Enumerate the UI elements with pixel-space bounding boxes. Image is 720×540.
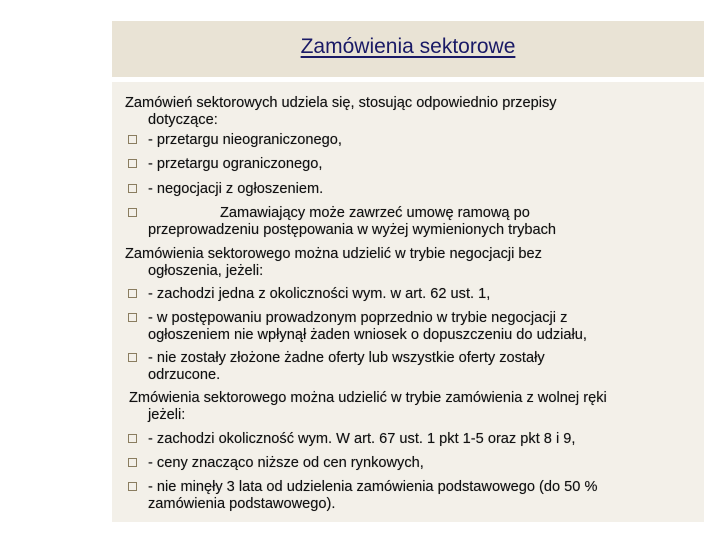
text-line: Zamawiający może zawrzeć umowę ramową po bbox=[220, 205, 530, 221]
square-bullet-icon bbox=[128, 155, 140, 167]
text-line: zamówienia podstawowego). bbox=[148, 496, 336, 512]
text-line: - zachodzi jedna z okoliczności wym. w art. 62 ust. 1, bbox=[148, 286, 491, 302]
text-line: Zmówienia sektorowego można udzielić w trybie zamówienia z wolnej ręki bbox=[129, 390, 607, 406]
text-line: Zamówienia sektorowego można udzielić w trybie negocjacji bez bbox=[125, 246, 542, 262]
square-bullet-icon bbox=[128, 454, 140, 466]
square-bullet-icon bbox=[128, 478, 140, 490]
text-line: ogłoszeniem nie wpłynął żaden wniosek o dopuszczeniu do udziału, bbox=[148, 327, 587, 343]
slide-title: Zamówienia sektorowe bbox=[300, 35, 516, 58]
text-line: - przetargu ograniczonego, bbox=[148, 156, 323, 172]
square-bullet-icon bbox=[128, 349, 140, 361]
square-bullet-icon bbox=[128, 285, 140, 297]
text-line: Zamówień sektorowych udziela się, stosując odpowiednio przepisy bbox=[125, 95, 557, 111]
text-line: - przetargu nieograniczonego, bbox=[148, 132, 342, 148]
square-bullet-icon bbox=[128, 430, 140, 442]
square-bullet-icon bbox=[128, 204, 140, 216]
text-line: - ceny znacząco niższe od cen rynkowych, bbox=[148, 455, 424, 471]
text-line: ogłoszenia, jeżeli: bbox=[148, 263, 264, 279]
text-line: - negocjacji z ogłoszeniem. bbox=[148, 181, 324, 197]
slide-header bbox=[112, 21, 704, 77]
square-bullet-icon bbox=[128, 131, 140, 143]
text-line: odrzucone. bbox=[148, 367, 221, 383]
text-line: - w postępowaniu prowadzonym poprzednio w trybie negocjacji z bbox=[148, 310, 568, 326]
text-line: dotyczące: bbox=[148, 112, 218, 128]
text-line: jeżeli: bbox=[148, 407, 186, 423]
text-line: przeprowadzeniu postępowania w wyżej wymienionych trybach bbox=[148, 222, 557, 238]
text-line: - nie minęły 3 lata od udzielenia zamówienia podstawowego (do 50 % bbox=[148, 479, 598, 495]
text-line: - zachodzi okoliczność wym. W art. 67 ust. 1 pkt 1-5 oraz pkt 8 i 9, bbox=[148, 431, 576, 447]
square-bullet-icon bbox=[128, 309, 140, 321]
square-bullet-icon bbox=[128, 180, 140, 192]
text-line: - nie zostały złożone żadne oferty lub wszystkie oferty zostały bbox=[148, 350, 545, 366]
